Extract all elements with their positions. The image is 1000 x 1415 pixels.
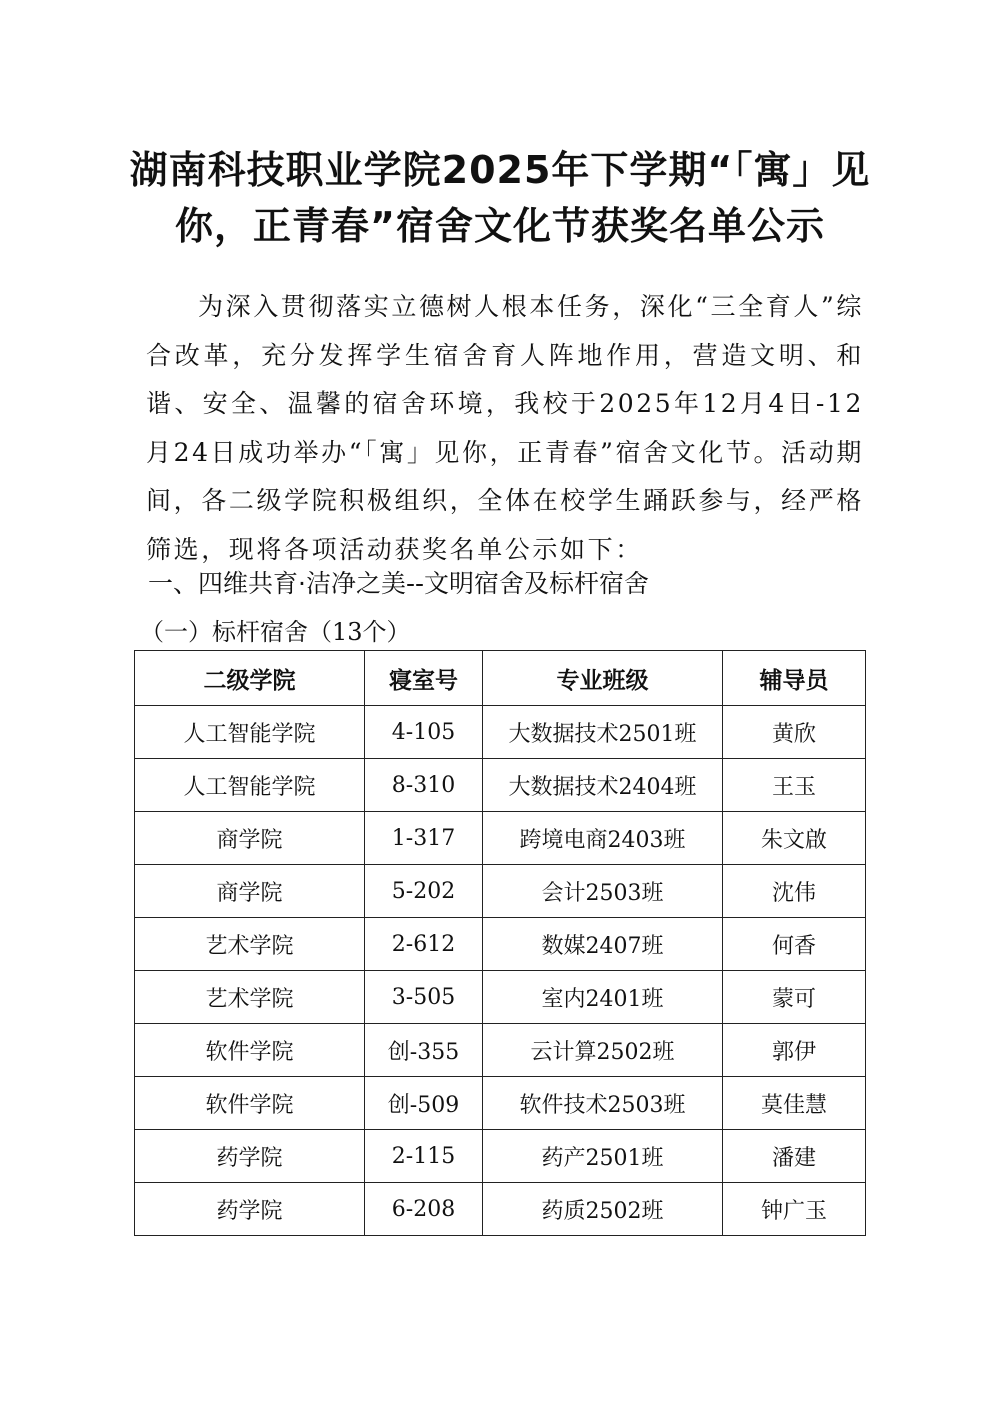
cell-counselor: 蒙可 [723, 971, 866, 1024]
header-college: 二级学院 [135, 651, 365, 706]
intro-paragraph: 为深入贯彻落实立德树人根本任务，深化“三全育人”综合改革，充分发挥学生宿舍育人阵地作用，营造文明、和谐、安全、温馨的宿舍环境，我校于2025年12月4日-12月24日成功举办“「寓」见你，正青春”宿舍文化节。活动期间，各二级学院积极组织，全体在校学生踊跃参与，经严格筛选，现将各项活动获奖名单公示如下： [146, 292, 864, 564]
title-line-2: 你，正青春”宿舍文化节获奖名单公示 [175, 204, 825, 248]
cell-room: 2-115 [365, 1130, 483, 1183]
header-counselor: 辅导员 [723, 651, 866, 706]
table-row [135, 865, 866, 918]
sub-heading: （一）标杆宿舍（13个） [140, 618, 411, 646]
cell-class: 药产2501班 [483, 1130, 723, 1183]
cell-college: 软件学院 [135, 1077, 365, 1130]
section-heading: 一、四维共育·洁净之美--文明宿舍及标杆宿舍 [148, 569, 649, 598]
table-row [135, 918, 866, 971]
cell-counselor: 黄欣 [723, 706, 866, 759]
cell-room: 8-310 [365, 759, 483, 812]
award-table [134, 650, 866, 1236]
cell-room: 3-505 [365, 971, 483, 1024]
cell-college: 软件学院 [135, 1024, 365, 1077]
cell-college: 人工智能学院 [135, 706, 365, 759]
header-room: 寝室号 [365, 651, 483, 706]
cell-class: 大数据技术2404班 [483, 759, 723, 812]
title-line-1: 湖南科技职业学院2025年下学期“「寓」见 [129, 148, 871, 192]
document-title [120, 142, 880, 254]
cell-college: 药学院 [135, 1130, 365, 1183]
table-row [135, 1024, 866, 1077]
cell-class: 室内2401班 [483, 971, 723, 1024]
cell-college: 药学院 [135, 1183, 365, 1236]
cell-counselor: 钟广玉 [723, 1183, 866, 1236]
table-row [135, 1077, 866, 1130]
table-row [135, 759, 866, 812]
cell-counselor: 何香 [723, 918, 866, 971]
table-row [135, 1183, 866, 1236]
cell-class: 会计2503班 [483, 865, 723, 918]
table-row [135, 1130, 866, 1183]
cell-counselor: 郭伊 [723, 1024, 866, 1077]
cell-room: 6-208 [365, 1183, 483, 1236]
table-row [135, 971, 866, 1024]
cell-counselor: 朱文啟 [723, 812, 866, 865]
cell-counselor: 沈伟 [723, 865, 866, 918]
cell-counselor: 潘建 [723, 1130, 866, 1183]
cell-class: 跨境电商2403班 [483, 812, 723, 865]
table-header-row [135, 651, 866, 706]
cell-class: 软件技术2503班 [483, 1077, 723, 1130]
cell-room: 1-317 [365, 812, 483, 865]
cell-room: 2-612 [365, 918, 483, 971]
cell-college: 艺术学院 [135, 918, 365, 971]
cell-class: 大数据技术2501班 [483, 706, 723, 759]
cell-college: 艺术学院 [135, 971, 365, 1024]
cell-class: 药质2502班 [483, 1183, 723, 1236]
cell-class: 数媒2407班 [483, 918, 723, 971]
cell-college: 商学院 [135, 865, 365, 918]
cell-college: 人工智能学院 [135, 759, 365, 812]
cell-counselor: 莫佳慧 [723, 1077, 866, 1130]
cell-counselor: 王玉 [723, 759, 866, 812]
table-row [135, 706, 866, 759]
table-body [135, 706, 866, 1236]
cell-room: 创-509 [365, 1077, 483, 1130]
cell-room: 5-202 [365, 865, 483, 918]
table-row [135, 812, 866, 865]
cell-room: 创-355 [365, 1024, 483, 1077]
cell-college: 商学院 [135, 812, 365, 865]
cell-room: 4-105 [365, 706, 483, 759]
cell-class: 云计算2502班 [483, 1024, 723, 1077]
header-class: 专业班级 [483, 651, 723, 706]
